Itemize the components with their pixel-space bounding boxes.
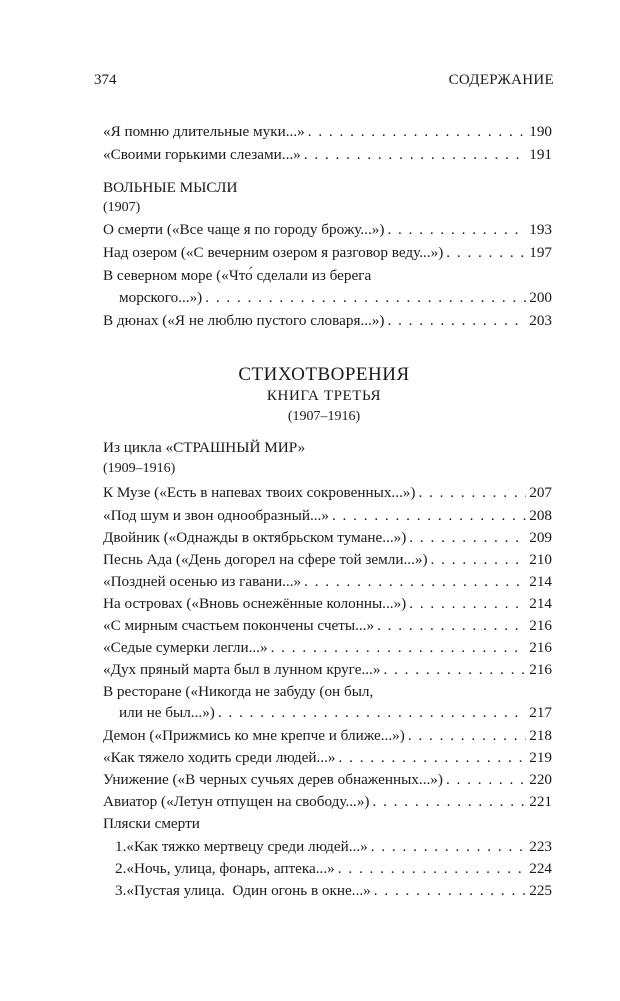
item-number: 1. xyxy=(115,838,127,855)
leader-dots xyxy=(271,637,527,659)
toc-entry-page: 203 xyxy=(529,312,552,329)
toc-entry[interactable] xyxy=(103,242,552,264)
toc-entry-title: «Седые сумерки легли...» xyxy=(103,639,268,656)
toc-entry[interactable] xyxy=(103,310,552,332)
toc-entry-title: На островах («Вновь оснежённые колонны...») xyxy=(103,595,407,612)
toc-entry[interactable] xyxy=(103,791,552,813)
toc-entry-title: «Как тяжело ходить среди людей...» xyxy=(103,749,336,766)
toc-entry[interactable] xyxy=(103,615,552,637)
toc-entry[interactable] xyxy=(103,549,552,571)
toc-entry-page: 191 xyxy=(529,146,552,163)
toc-entry-title: Песнь Ада («День догорел на сфере той земли...») xyxy=(103,551,428,568)
leader-dots xyxy=(446,242,526,264)
toc-entry-title-line[interactable]: В северном море («Что́ сделали из берега xyxy=(103,267,372,284)
item-number: 2. xyxy=(115,860,127,877)
toc-entry-title: «С мирным счастьем покончены счеты...» xyxy=(103,617,375,634)
toc-entry-page: 225 xyxy=(529,882,552,899)
toc-entry-page: 220 xyxy=(529,771,552,788)
toc-entry[interactable] xyxy=(115,858,552,880)
toc-entry-title: «Я помню длительные муки...» xyxy=(103,123,305,140)
toc-entry-title: Демон («Прижмись ко мне крепче и ближе...») xyxy=(103,727,405,744)
toc-entry-page: 190 xyxy=(529,123,552,140)
toc-entry-title-line[interactable]: В ресторане («Никогда не забуду (он был, xyxy=(103,683,374,700)
toc-entry-title: Унижение («В черных сучьях дерев обнаженных...») xyxy=(103,771,443,788)
toc-entry[interactable] xyxy=(103,527,552,549)
toc-entry-title: Авиатор («Летун отпущен на свободу...») xyxy=(103,793,370,810)
toc-entry[interactable] xyxy=(103,121,552,143)
toc-entry-title: «Под шум и звон однообразный...» xyxy=(103,507,329,524)
page-number: 374 xyxy=(94,72,117,88)
leader-dots xyxy=(446,769,526,791)
leader-dots xyxy=(339,747,527,769)
leader-dots xyxy=(431,549,527,571)
toc-entry-title: «Дух пряный марта был в лунном круге...» xyxy=(103,661,381,678)
toc-entry-page: 218 xyxy=(529,727,552,744)
toc-entry-title: «Пустая улица. Один огонь в окне...» xyxy=(126,882,371,899)
toc-entry[interactable] xyxy=(119,702,552,724)
toc-entry-title: «Своими горькими слезами...» xyxy=(103,146,301,163)
leader-dots xyxy=(418,482,526,504)
toc-entry-page: 216 xyxy=(529,661,552,678)
toc-entry-page: 209 xyxy=(529,529,552,546)
toc-entry-title: «Поздней осенью из гавани...» xyxy=(103,573,302,590)
toc-entry-page: 219 xyxy=(529,749,552,766)
cycle-title: Из цикла «СТРАШНЫЙ МИР» xyxy=(103,439,306,456)
toc-entry[interactable] xyxy=(103,725,552,747)
leader-dots xyxy=(409,527,526,549)
running-title: СОДЕРЖАНИЕ xyxy=(448,72,554,88)
toc-entry[interactable] xyxy=(103,593,552,615)
subcycle-title: Пляски смерти xyxy=(103,815,200,832)
leader-dots xyxy=(304,571,526,593)
leader-dots xyxy=(377,615,526,637)
toc-entry-title-cont: морского...») xyxy=(119,289,203,306)
toc-entry-page: 224 xyxy=(529,860,552,877)
toc-entry[interactable] xyxy=(103,747,552,769)
toc-entry-title: В дюнах («Я не люблю пустого словаря...») xyxy=(103,312,385,329)
section-years: (1907) xyxy=(103,200,141,215)
toc-entry-page: 207 xyxy=(529,484,552,501)
toc-entry[interactable] xyxy=(103,769,552,791)
leader-dots xyxy=(374,880,526,902)
item-number: 3. xyxy=(115,882,127,899)
leader-dots xyxy=(308,121,527,143)
toc-entry-page: 221 xyxy=(529,793,552,810)
book-subtitle: КНИГА ТРЕТЬЯ xyxy=(266,388,382,404)
toc-entry[interactable] xyxy=(103,219,552,241)
toc-entry-title: Двойник («Однажды в октябрьском тумане...») xyxy=(103,529,407,546)
toc-entry[interactable] xyxy=(103,637,552,659)
toc-entry-title: О смерти («Все чаще я по городу брожу...») xyxy=(103,221,385,238)
toc-entry-page: 214 xyxy=(529,573,552,590)
toc-entry-page: 223 xyxy=(529,838,552,855)
toc-entry[interactable] xyxy=(103,482,552,504)
leader-dots xyxy=(387,310,526,332)
toc-entry-page: 216 xyxy=(529,617,552,634)
toc-entry[interactable] xyxy=(103,505,552,527)
leader-dots xyxy=(332,505,526,527)
leader-dots xyxy=(408,725,526,747)
section-title: ВОЛЬНЫЕ МЫСЛИ xyxy=(103,179,238,196)
leader-dots xyxy=(218,702,526,724)
toc-entry[interactable] xyxy=(103,144,552,166)
toc-entry-page: 193 xyxy=(529,221,552,238)
book-years: (1907–1916) xyxy=(287,409,361,424)
toc-entry-page: 216 xyxy=(529,639,552,656)
leader-dots xyxy=(372,791,526,813)
leader-dots xyxy=(371,836,526,858)
leader-dots xyxy=(338,858,526,880)
leader-dots xyxy=(205,287,526,309)
toc-entry-page: 214 xyxy=(529,595,552,612)
toc-entry[interactable] xyxy=(103,659,552,681)
toc-entry-title: Над озером («С вечерним озером я разговор веду...») xyxy=(103,244,444,261)
toc-entry[interactable] xyxy=(115,880,552,902)
toc-entry[interactable] xyxy=(119,287,552,309)
cycle-years: (1909–1916) xyxy=(103,461,176,476)
toc-entry-page: 197 xyxy=(529,244,552,261)
toc-entry[interactable] xyxy=(115,836,552,858)
toc-entry-page: 208 xyxy=(529,507,552,524)
toc-entry-page: 200 xyxy=(529,289,552,306)
leader-dots xyxy=(387,219,526,241)
leader-dots xyxy=(304,144,526,166)
toc-entry-page: 210 xyxy=(529,551,552,568)
toc-entry-page: 217 xyxy=(529,704,552,721)
leader-dots xyxy=(383,659,526,681)
leader-dots xyxy=(409,593,526,615)
toc-entry-title: «Ночь, улица, фонарь, аптека...» xyxy=(126,860,335,877)
toc-entry-title: К Музе («Есть в напевах твоих сокровенных...») xyxy=(103,484,416,501)
toc-entry-title: «Как тяжко мертвецу среди людей...» xyxy=(126,838,368,855)
book-title: СТИХОТВОРЕНИЯ xyxy=(238,364,410,385)
toc-entry-title-cont: или не был...») xyxy=(119,704,215,721)
toc-entry[interactable] xyxy=(103,571,552,593)
